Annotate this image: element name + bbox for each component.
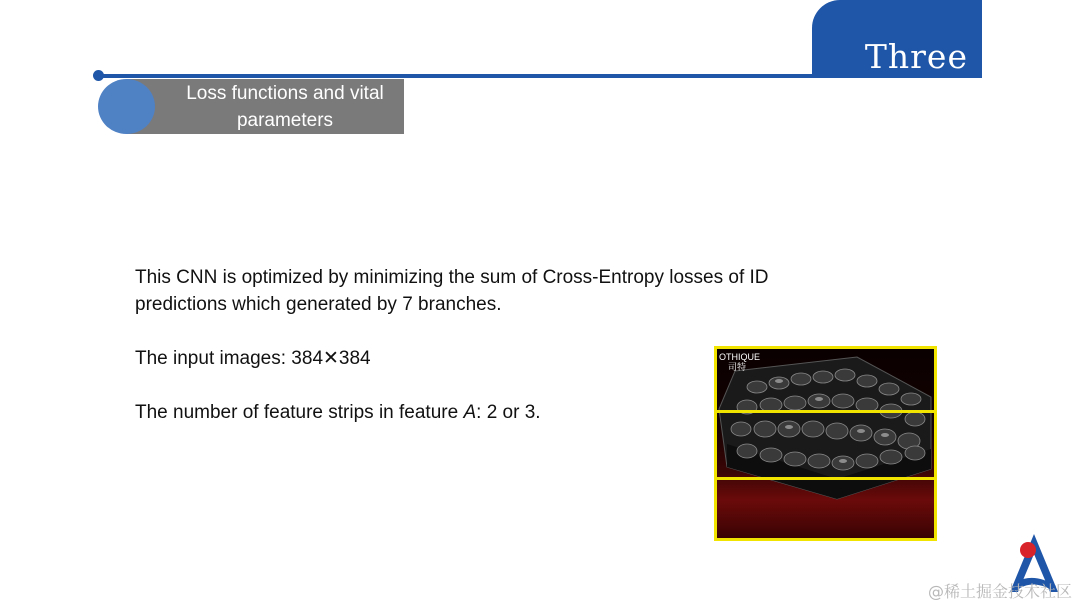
section-label: Three [864,37,968,76]
strip-divider-1 [717,410,934,413]
brand-line-1: OTHIQUE [719,352,761,362]
strip-divider-2 [717,477,934,480]
feature-strips-suffix: : 2 or 3. [476,402,541,423]
brand-line-2: 司特 [728,362,747,372]
feature-variable: A [463,402,477,423]
section-tab [812,0,982,78]
feature-strips-prefix: The number of feature strips in feature [135,402,464,423]
wallet-strips-figure [714,346,937,541]
wallet-image [717,349,934,538]
paragraph-input-size: The input images: 384✕384 [135,348,371,369]
brand-label [719,352,760,372]
watermark-text: @稀土掘金技术社区 [927,582,1072,601]
paragraph-loss-description: This CNN is optimized by minimizing the sum of Cross-Entropy losses of ID predictions which generated by 7 branches. [135,267,769,315]
slide-title: Loss functions and vital parameters [186,82,384,131]
title-circle-decoration [98,79,155,134]
